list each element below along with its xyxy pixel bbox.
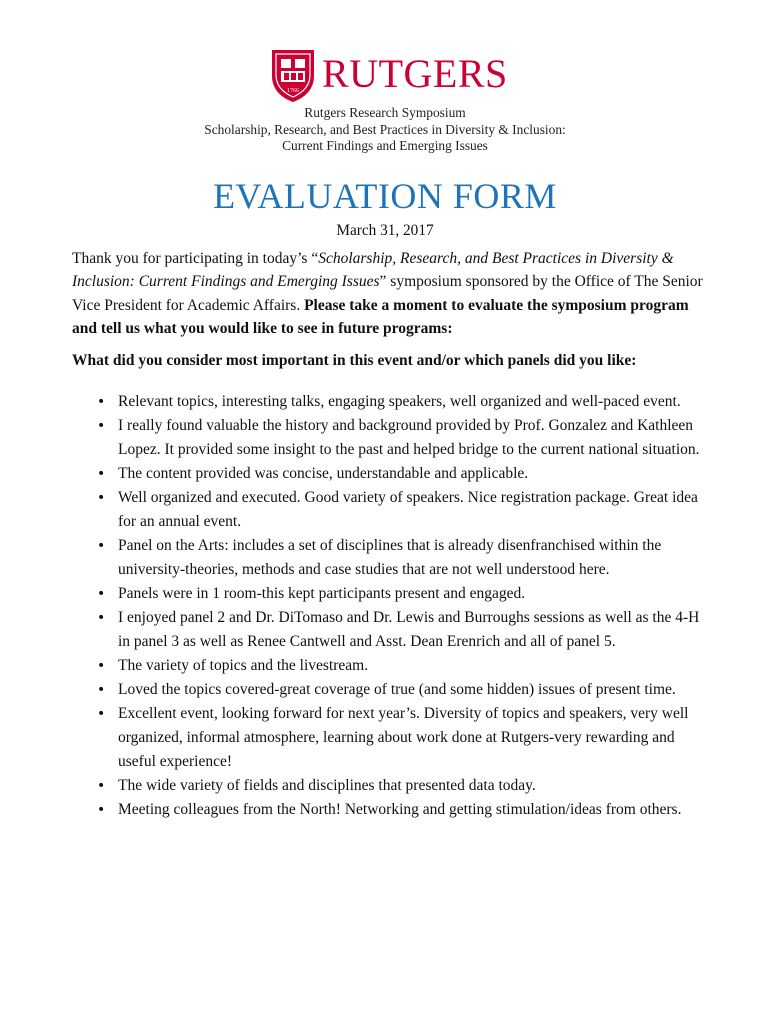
bullet-icon: • <box>97 538 106 554</box>
intro-symposium-title: Scholarship, Research, and Best Practices in Diversity & Inclusion: Current Findings and Emerging Issues <box>72 250 674 291</box>
bullet-icon: • <box>97 658 106 674</box>
response-text: Panel on the Arts: includes a set of disciplines that is already disenfranchised within the university-theories, methods and case studies that are not well understood here. <box>118 537 662 578</box>
bullet-icon: • <box>97 706 106 722</box>
list-item <box>72 486 712 534</box>
list-item <box>72 606 712 654</box>
response-text: Excellent event, looking forward for next year’s. Diversity of topics and speakers, very well organized, informal atmosphere, learning about work done at Rutgers-very rewarding and useful experience! <box>118 705 689 770</box>
intro-paragraph <box>72 247 708 341</box>
bullet-icon: • <box>97 802 106 818</box>
list-item <box>72 654 712 678</box>
symposium-title-line1: Scholarship, Research, and Best Practices in Diversity & Inclusion: <box>204 122 566 137</box>
symposium-title-line2: Current Findings and Emerging Issues <box>282 138 488 153</box>
bullet-icon: • <box>97 610 106 626</box>
bullet-icon: • <box>97 418 106 434</box>
response-text: Loved the topics covered-great coverage of true (and some hidden) issues of present time. <box>118 681 676 698</box>
list-item <box>72 678 712 702</box>
response-text: Panels were in 1 room-this kept participants present and engaged. <box>118 585 526 602</box>
bullet-icon: • <box>97 490 106 506</box>
bullet-icon: • <box>97 394 106 410</box>
response-text: I really found valuable the history and background provided by Prof. Gonzalez and Kathleen Lopez. It provided some insight to the past and helped bridge to the current national situation. <box>118 417 700 458</box>
intro-text-start: Thank you for participating in today’s “ <box>72 250 319 267</box>
list-item <box>72 774 712 798</box>
list-item <box>72 534 712 582</box>
intro-text-middle: ” symposium sponsored by the Office of The Senior Vice President for Academic Affairs. <box>72 273 703 314</box>
response-text: The content provided was concise, understandable and applicable. <box>118 465 529 482</box>
bullet-icon: • <box>97 778 106 794</box>
response-text: I enjoyed panel 2 and Dr. DiTomaso and Dr. Lewis and Burroughs sessions as well as the 4-H in panel 3 as well as Renee Cantwell and Asst. Dean Erenrich and all of panel 5. <box>118 609 700 650</box>
bullet-icon: • <box>97 466 106 482</box>
list-item <box>72 390 712 414</box>
intro-instruction: Please take a moment to evaluate the symposium program and tell us what you would like to see in future programs: <box>72 296 689 338</box>
list-item <box>72 798 712 822</box>
list-item <box>72 462 712 486</box>
form-date: March 31, 2017 <box>336 222 434 239</box>
response-list <box>72 390 712 822</box>
list-item <box>72 582 712 606</box>
response-text: Well organized and executed. Good variety of speakers. Nice registration package. Great idea for an annual event. <box>118 489 698 530</box>
svg-text:1766: 1766 <box>287 88 299 94</box>
question-heading: What did you consider most important in this event and/or which panels did you like: <box>72 352 637 369</box>
bullet-icon: • <box>97 586 106 602</box>
response-text: The wide variety of fields and disciplines that presented data today. <box>118 777 536 794</box>
logo-wordmark: RUTGERS <box>322 51 508 96</box>
symposium-name: Rutgers Research Symposium <box>304 105 466 120</box>
response-text: The variety of topics and the livestream. <box>118 657 369 674</box>
form-title: EVALUATION FORM <box>213 176 557 216</box>
list-item <box>72 414 712 462</box>
list-item <box>72 702 712 774</box>
response-text: Relevant topics, interesting talks, engaging speakers, well organized and well-paced event. <box>118 393 681 410</box>
rutgers-shield-icon <box>270 48 316 104</box>
response-text: Meeting colleagues from the North! Networking and getting stimulation/ideas from others. <box>118 801 682 818</box>
bullet-icon: • <box>97 682 106 698</box>
